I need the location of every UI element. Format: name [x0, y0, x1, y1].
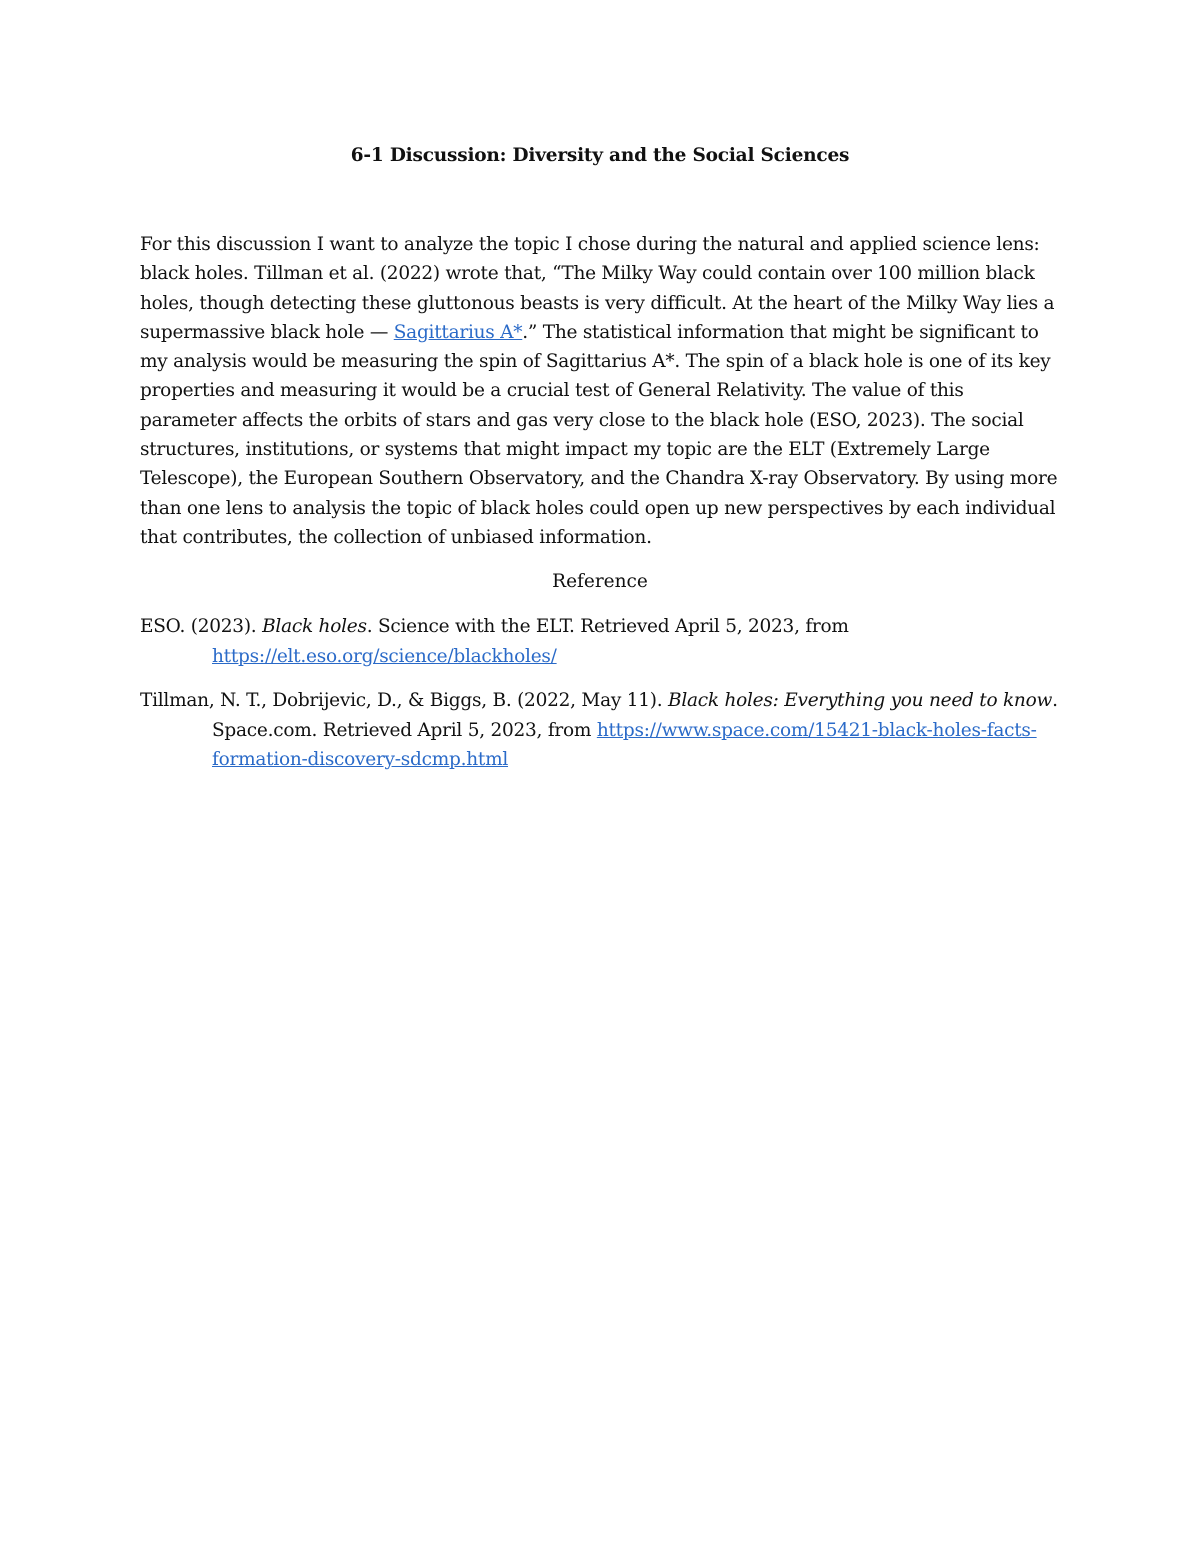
reference-entry-eso [140, 612, 1060, 671]
document-title: 6-1 Discussion: Diversity and the Social Sciences [350, 145, 850, 166]
reference-lead: Tillman, N. T., Dobrijevic, D., & Biggs, B. (2022, May 11). [140, 690, 668, 711]
reference-middle: . Science with the ELT. Retrieved April 5, 2023, from [366, 616, 849, 637]
reference-url-link[interactable]: https://elt.eso.org/science/blackholes/ [212, 645, 557, 667]
reference-heading: Reference [552, 571, 648, 592]
reference-title: Black holes: Everything you need to know [667, 690, 1053, 711]
discussion-paragraph [140, 230, 1060, 552]
reference-middle: . Space.com. Retrieved April 5, 2023, from [212, 690, 1058, 741]
reference-lead: ESO. (2023). [140, 616, 263, 637]
reference-list [140, 612, 1060, 790]
reference-title: Black holes [262, 616, 367, 637]
reference-entry-tillman [140, 686, 1060, 775]
paragraph-part-1: For this discussion I want to analyze the topic I chose during the natural and applied science lens: black holes. Tillman et al. (2022) wrote that, “The Milky Way could contain over 100 million black holes, though detecting these gluttonous beasts is very difficult. At the heart of the Milky Way lies a supermassive black hole — [140, 234, 1055, 343]
sagittarius-link[interactable]: Sagittarius A* [393, 321, 523, 343]
reference-url-link[interactable]: https://www.space.com/15421-black-holes-facts-formation-discovery-sdcmp.html [212, 719, 1037, 770]
paragraph-text [140, 230, 1060, 552]
paragraph-part-2: .” The statistical information that might be significant to my analysis would be measuring the spin of Sagittarius A*. The spin of a black hole is one of its key properties and measuring it would be a crucial test of General Relativity. The value of this parameter affects the orbits of stars and gas very close to the black hole (ESO, 2023). The social structures, institutions, or systems that might impact my topic are the ELT (Extremely Large Telescope), the European Southern Observatory, and the Chandra X-ray Observatory. By using more than one lens to analysis the topic of black holes could open up new perspectives by each individual that contributes, the collection of unbiased information. [140, 321, 1058, 548]
